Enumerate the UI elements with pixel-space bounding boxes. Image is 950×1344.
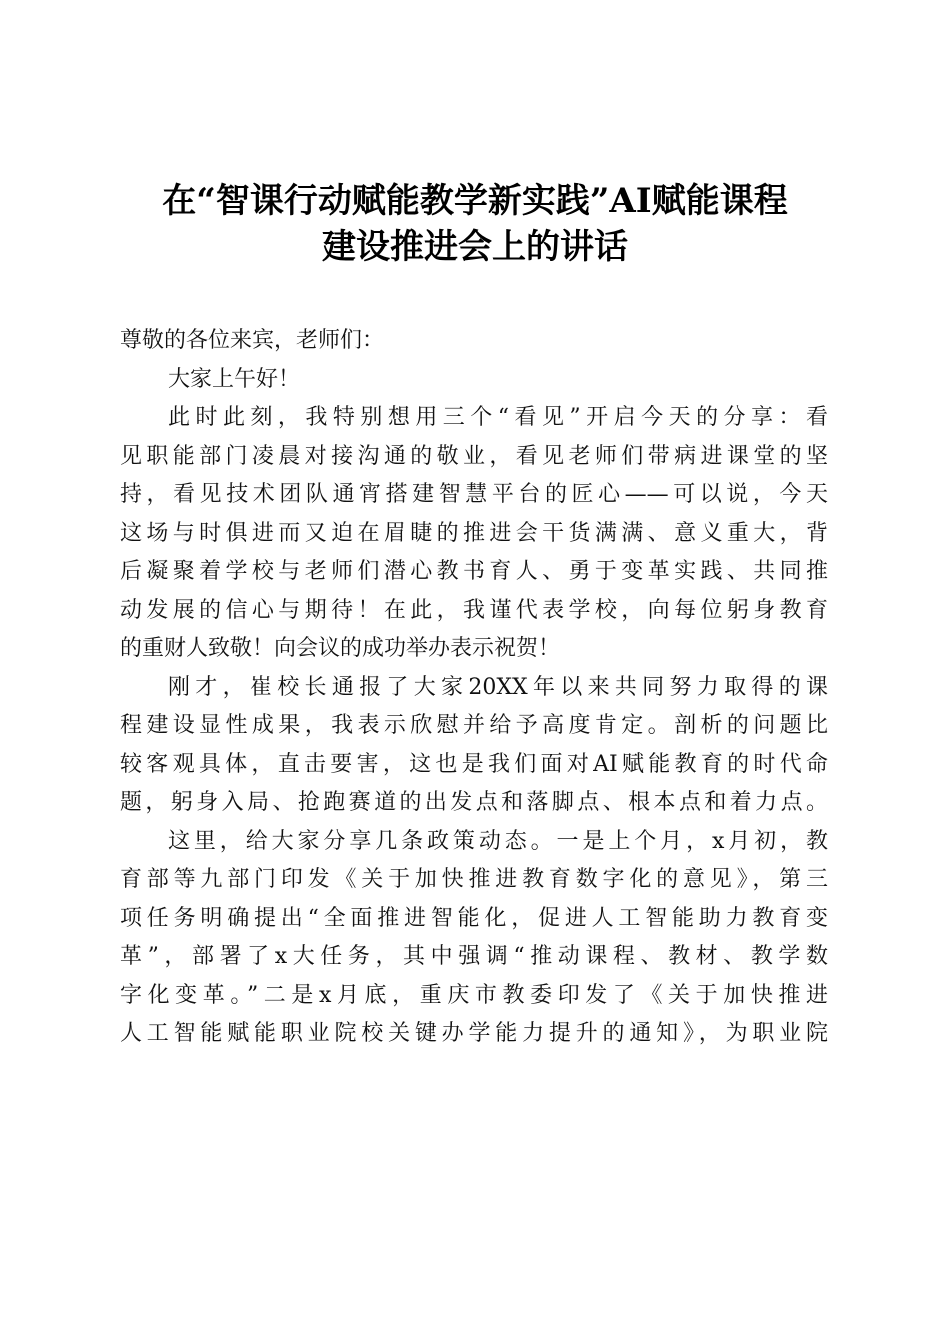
paragraph-line: 人工智能赋能职业院校关键办学能力提升的通知》，为职业院 [120,1021,828,1046]
paragraph-line: 见职能部门凌晨对接沟通的敬业，看见老师们带病进课堂的坚 [120,443,828,469]
title-line-1: 在“智课行动赋能教学新实践”AI赋能课程 [162,181,788,221]
title-line-2: 建设推进会上的讲话 [322,227,628,267]
paragraph-line: 较客观具体，直击要害，这也是我们面对AI赋能教育的时代命 [120,751,828,777]
paragraph-line: 这里，给大家分享几条政策动态。一是上个月，x月初，教 [168,828,828,854]
paragraph-line: 刚才，崔校长通报了大家20XX年以来共同努力取得的课 [168,674,828,700]
document-body [120,322,828,1054]
paragraph-line: 动发展的信心与期待！在此，我谨代表学校，向每位躬身教育 [120,597,828,623]
document-title [100,178,850,270]
paragraph-line: 此时此刻，我特别想用三个“看见”开启今天的分享：看 [168,405,828,430]
paragraph-line: 题，躬身入局、抢跑赛道的出发点和落脚点、根本点和着力点。 [120,790,828,815]
paragraph-line: 的重财人致敬！向会议的成功举办表示祝贺！ [120,636,561,661]
paragraph-3 [120,823,828,1054]
paragraph-line: 这场与时俱进而又迫在眉睫的推进会干货满满、意义重大，背 [120,520,828,546]
paragraph-1 [120,399,828,669]
paragraph-line: 字化变革。”二是x月底，重庆市教委印发了《关于加快推进 [120,982,828,1008]
paragraph-line: 革”，部署了x大任务，其中强调“推动课程、教材、教学数 [120,944,828,969]
paragraph-line: 育部等九部门印发《关于加快推进教育数字化的意见》，第三 [120,867,828,892]
paragraph-line: 项任务明确提出“全面推进智能化，促进人工智能助力教育变 [120,905,828,931]
paragraph-line: 持，看见技术团队通宵搭建智慧平台的匠心——可以说，今天 [120,482,828,507]
paragraph-2 [120,669,828,823]
paragraph-line: 程建设显性成果，我表示欣慰并给予高度肯定。剖析的问题比 [120,713,828,738]
greeting: 大家上午好！ [168,366,301,392]
paragraph-line: 后凝聚着学校与老师们潜心教书育人、勇于变革实践、共同推 [120,559,828,584]
salutation: 尊敬的各位来宾，老师们： [120,328,385,353]
